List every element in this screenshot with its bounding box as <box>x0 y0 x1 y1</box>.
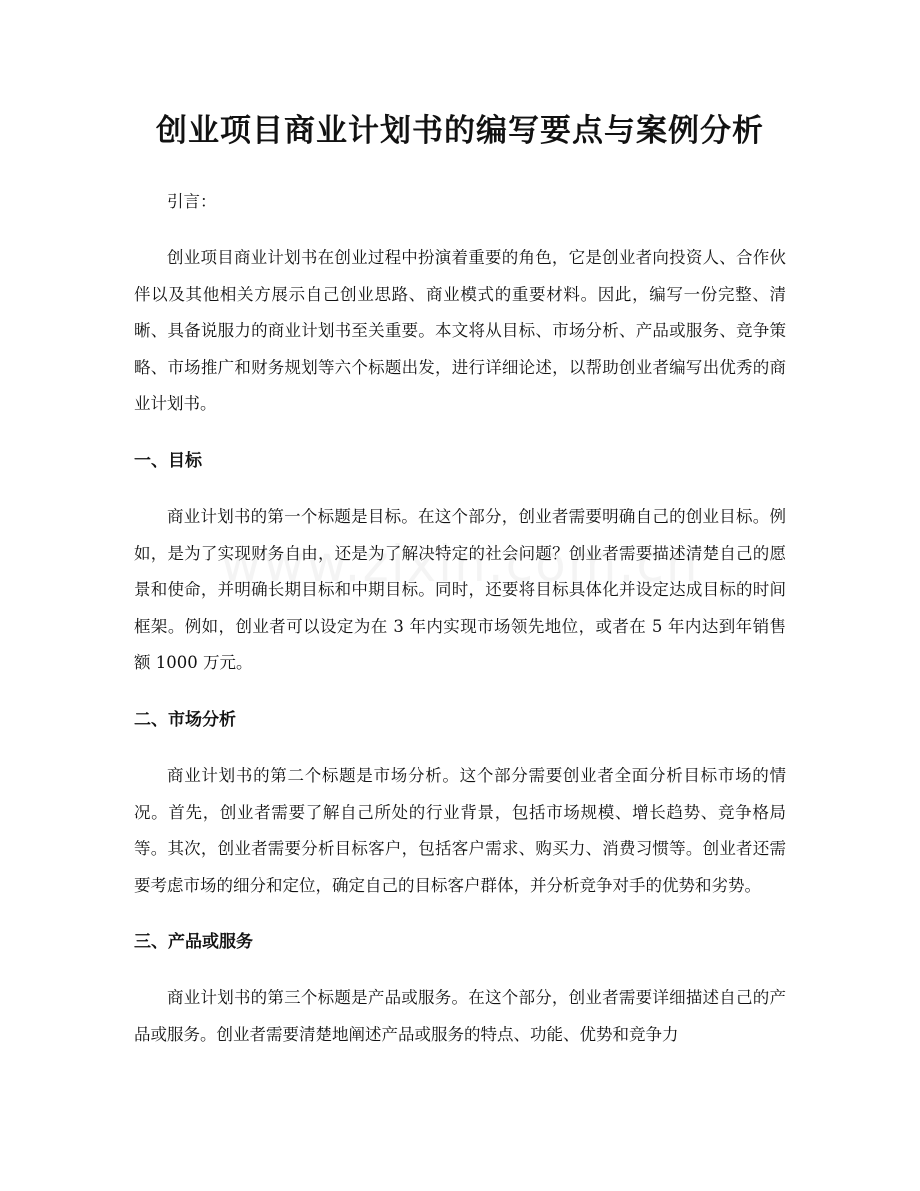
intro-label: 引言： <box>167 192 217 211</box>
section-heading-product-service: 三、产品或服务 <box>134 932 253 953</box>
document-body <box>134 184 786 1054</box>
section-paragraph-goal: 商业计划书的第一个标题是目标。在这个部分，创业者需要明确自己的创业目标。例如，是为了实现财务自由，还是为了解决特定的社会问题？创业者需要描述清楚自己的愿景和使命，并明确长期目标和中期目标。同时，还要将目标具体化并设定达成目标的时间框架。例如，创业者可以设定为在 3 年内实现市场领先地位，或者在 5 年内达到年销售额 1000 万元。 <box>134 506 786 673</box>
section-heading-market-analysis: 二、市场分析 <box>134 709 236 730</box>
intro-paragraph: 创业项目商业计划书在创业过程中扮演着重要的角色，它是创业者向投资人、合作伙伴以及其他相关方展示自己创业思路、商业模式的重要材料。因此，编写一份完整、清晰、具备说服力的商业计划书至关重要。本文将从目标、市场分析、产品或服务、竞争策略、市场推广和财务规划等六个标题出发，进行详细论述，以帮助创业者编写出优秀的商业计划书。 <box>134 248 786 414</box>
section-paragraph-product-service: 商业计划书的第三个标题是产品或服务。在这个部分，创业者需要详细描述自己的产品或服务。创业者需要清楚地阐述产品或服务的特点、功能、优势和竞争力 <box>134 988 786 1044</box>
section-paragraph-market-analysis: 商业计划书的第二个标题是市场分析。这个部分需要创业者全面分析目标市场的情况。首先，创业者需要了解自己所处的行业背景，包括市场规模、增长趋势、竞争格局等。其次，创业者需要分析目标客户，包括客户需求、购买力、消费习惯等。创业者还需要考虑市场的细分和定位，确定自己的目标客户群体，并分析竞争对手的优势和劣势。 <box>134 765 786 895</box>
document-title: 创业项目商业计划书的编写要点与案例分析 <box>156 113 764 149</box>
section-heading-goal: 一、目标 <box>134 450 202 471</box>
